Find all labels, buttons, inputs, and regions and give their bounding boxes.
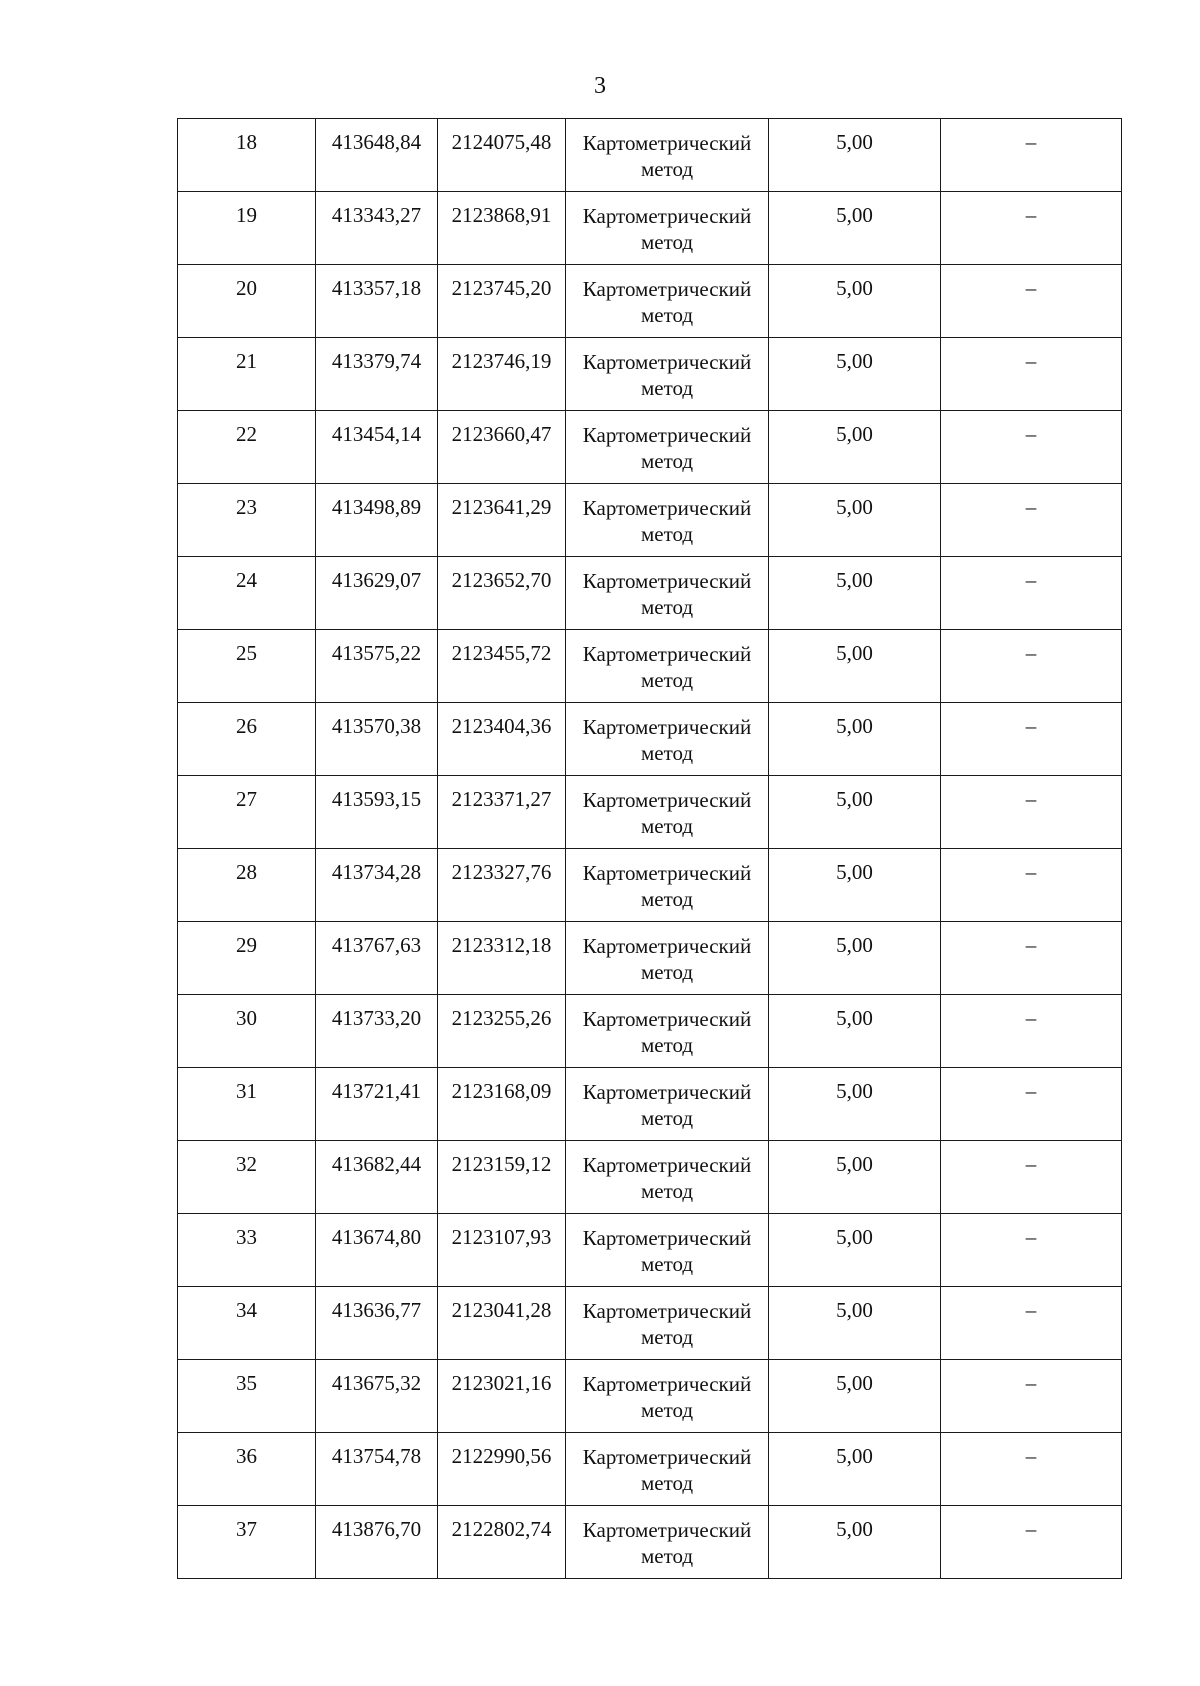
- x-coordinate-cell: 413636,77: [316, 1287, 438, 1360]
- accuracy-cell: 5,00: [769, 1287, 941, 1360]
- x-coordinate-cell: 413674,80: [316, 1214, 438, 1287]
- y-coordinate-cell: 2123652,70: [438, 557, 566, 630]
- table-row: [178, 484, 1122, 557]
- x-coordinate-cell: 413734,28: [316, 849, 438, 922]
- y-coordinate-cell: 2123404,36: [438, 703, 566, 776]
- x-coordinate-cell: 413575,22: [316, 630, 438, 703]
- point-number-cell: 21: [178, 338, 316, 411]
- description-cell: –: [941, 1433, 1122, 1506]
- accuracy-cell: 5,00: [769, 1141, 941, 1214]
- y-coordinate-cell: 2122990,56: [438, 1433, 566, 1506]
- method-cell: Картометрический метод: [566, 776, 769, 849]
- method-cell: Картометрический метод: [566, 1068, 769, 1141]
- table-row: [178, 1360, 1122, 1433]
- description-cell: –: [941, 849, 1122, 922]
- table-row: [178, 922, 1122, 995]
- y-coordinate-cell: 2123041,28: [438, 1287, 566, 1360]
- accuracy-cell: 5,00: [769, 849, 941, 922]
- y-coordinate-cell: 2123312,18: [438, 922, 566, 995]
- description-cell: –: [941, 922, 1122, 995]
- description-cell: –: [941, 995, 1122, 1068]
- table-row: [178, 265, 1122, 338]
- y-coordinate-cell: 2123021,16: [438, 1360, 566, 1433]
- y-coordinate-cell: 2123168,09: [438, 1068, 566, 1141]
- point-number-cell: 37: [178, 1506, 316, 1579]
- page-number: 3: [594, 73, 606, 99]
- table-row: [178, 1433, 1122, 1506]
- point-number-cell: 26: [178, 703, 316, 776]
- table-row: [178, 1506, 1122, 1579]
- x-coordinate-cell: 413593,15: [316, 776, 438, 849]
- table-row: [178, 1287, 1122, 1360]
- description-cell: –: [941, 1141, 1122, 1214]
- coordinates-table: [177, 118, 1122, 1579]
- x-coordinate-cell: 413570,38: [316, 703, 438, 776]
- x-coordinate-cell: 413357,18: [316, 265, 438, 338]
- method-cell: Картометрический метод: [566, 192, 769, 265]
- description-cell: –: [941, 630, 1122, 703]
- method-cell: Картометрический метод: [566, 265, 769, 338]
- description-cell: –: [941, 119, 1122, 192]
- accuracy-cell: 5,00: [769, 630, 941, 703]
- point-number-cell: 29: [178, 922, 316, 995]
- table-row: [178, 411, 1122, 484]
- point-number-cell: 24: [178, 557, 316, 630]
- description-cell: –: [941, 1214, 1122, 1287]
- method-cell: Картометрический метод: [566, 1141, 769, 1214]
- point-number-cell: 30: [178, 995, 316, 1068]
- method-cell: Картометрический метод: [566, 1360, 769, 1433]
- x-coordinate-cell: 413629,07: [316, 557, 438, 630]
- method-cell: Картометрический метод: [566, 995, 769, 1068]
- method-cell: Картометрический метод: [566, 1287, 769, 1360]
- y-coordinate-cell: 2124075,48: [438, 119, 566, 192]
- accuracy-cell: 5,00: [769, 484, 941, 557]
- description-cell: –: [941, 776, 1122, 849]
- point-number-cell: 31: [178, 1068, 316, 1141]
- method-cell: Картометрический метод: [566, 1214, 769, 1287]
- point-number-cell: 27: [178, 776, 316, 849]
- description-cell: –: [941, 1506, 1122, 1579]
- point-number-cell: 36: [178, 1433, 316, 1506]
- description-cell: –: [941, 1068, 1122, 1141]
- description-cell: –: [941, 411, 1122, 484]
- x-coordinate-cell: 413675,32: [316, 1360, 438, 1433]
- accuracy-cell: 5,00: [769, 192, 941, 265]
- x-coordinate-cell: 413648,84: [316, 119, 438, 192]
- x-coordinate-cell: 413682,44: [316, 1141, 438, 1214]
- x-coordinate-cell: 413343,27: [316, 192, 438, 265]
- x-coordinate-cell: 413721,41: [316, 1068, 438, 1141]
- y-coordinate-cell: 2122802,74: [438, 1506, 566, 1579]
- point-number-cell: 22: [178, 411, 316, 484]
- accuracy-cell: 5,00: [769, 265, 941, 338]
- y-coordinate-cell: 2123455,72: [438, 630, 566, 703]
- description-cell: –: [941, 338, 1122, 411]
- x-coordinate-cell: 413379,74: [316, 338, 438, 411]
- method-cell: Картометрический метод: [566, 922, 769, 995]
- table-row: [178, 1068, 1122, 1141]
- accuracy-cell: 5,00: [769, 557, 941, 630]
- y-coordinate-cell: 2123327,76: [438, 849, 566, 922]
- table-row: [178, 776, 1122, 849]
- y-coordinate-cell: 2123255,26: [438, 995, 566, 1068]
- y-coordinate-cell: 2123868,91: [438, 192, 566, 265]
- table-row: [178, 119, 1122, 192]
- x-coordinate-cell: 413767,63: [316, 922, 438, 995]
- coordinates-table-body: [178, 119, 1122, 1579]
- table-row: [178, 557, 1122, 630]
- point-number-cell: 34: [178, 1287, 316, 1360]
- table-row: [178, 1214, 1122, 1287]
- accuracy-cell: 5,00: [769, 1506, 941, 1579]
- accuracy-cell: 5,00: [769, 1360, 941, 1433]
- table-row: [178, 849, 1122, 922]
- method-cell: Картометрический метод: [566, 338, 769, 411]
- description-cell: –: [941, 265, 1122, 338]
- method-cell: Картометрический метод: [566, 849, 769, 922]
- y-coordinate-cell: 2123745,20: [438, 265, 566, 338]
- y-coordinate-cell: 2123641,29: [438, 484, 566, 557]
- point-number-cell: 28: [178, 849, 316, 922]
- description-cell: –: [941, 703, 1122, 776]
- accuracy-cell: 5,00: [769, 922, 941, 995]
- accuracy-cell: 5,00: [769, 1214, 941, 1287]
- accuracy-cell: 5,00: [769, 1433, 941, 1506]
- point-number-cell: 19: [178, 192, 316, 265]
- table-row: [178, 995, 1122, 1068]
- description-cell: –: [941, 557, 1122, 630]
- accuracy-cell: 5,00: [769, 411, 941, 484]
- x-coordinate-cell: 413733,20: [316, 995, 438, 1068]
- method-cell: Картометрический метод: [566, 557, 769, 630]
- description-cell: –: [941, 1287, 1122, 1360]
- method-cell: Картометрический метод: [566, 119, 769, 192]
- point-number-cell: 25: [178, 630, 316, 703]
- method-cell: Картометрический метод: [566, 630, 769, 703]
- table-row: [178, 1141, 1122, 1214]
- accuracy-cell: 5,00: [769, 1068, 941, 1141]
- point-number-cell: 33: [178, 1214, 316, 1287]
- description-cell: –: [941, 192, 1122, 265]
- method-cell: Картометрический метод: [566, 411, 769, 484]
- description-cell: –: [941, 1360, 1122, 1433]
- accuracy-cell: 5,00: [769, 338, 941, 411]
- y-coordinate-cell: 2123107,93: [438, 1214, 566, 1287]
- accuracy-cell: 5,00: [769, 995, 941, 1068]
- y-coordinate-cell: 2123746,19: [438, 338, 566, 411]
- x-coordinate-cell: 413876,70: [316, 1506, 438, 1579]
- y-coordinate-cell: 2123159,12: [438, 1141, 566, 1214]
- method-cell: Картометрический метод: [566, 1433, 769, 1506]
- y-coordinate-cell: 2123371,27: [438, 776, 566, 849]
- point-number-cell: 23: [178, 484, 316, 557]
- table-row: [178, 338, 1122, 411]
- method-cell: Картометрический метод: [566, 1506, 769, 1579]
- y-coordinate-cell: 2123660,47: [438, 411, 566, 484]
- method-cell: Картометрический метод: [566, 703, 769, 776]
- table-row: [178, 192, 1122, 265]
- point-number-cell: 20: [178, 265, 316, 338]
- x-coordinate-cell: 413454,14: [316, 411, 438, 484]
- accuracy-cell: 5,00: [769, 776, 941, 849]
- table-row: [178, 703, 1122, 776]
- point-number-cell: 35: [178, 1360, 316, 1433]
- table-row: [178, 630, 1122, 703]
- x-coordinate-cell: 413498,89: [316, 484, 438, 557]
- description-cell: –: [941, 484, 1122, 557]
- point-number-cell: 32: [178, 1141, 316, 1214]
- accuracy-cell: 5,00: [769, 119, 941, 192]
- accuracy-cell: 5,00: [769, 703, 941, 776]
- x-coordinate-cell: 413754,78: [316, 1433, 438, 1506]
- method-cell: Картометрический метод: [566, 484, 769, 557]
- point-number-cell: 18: [178, 119, 316, 192]
